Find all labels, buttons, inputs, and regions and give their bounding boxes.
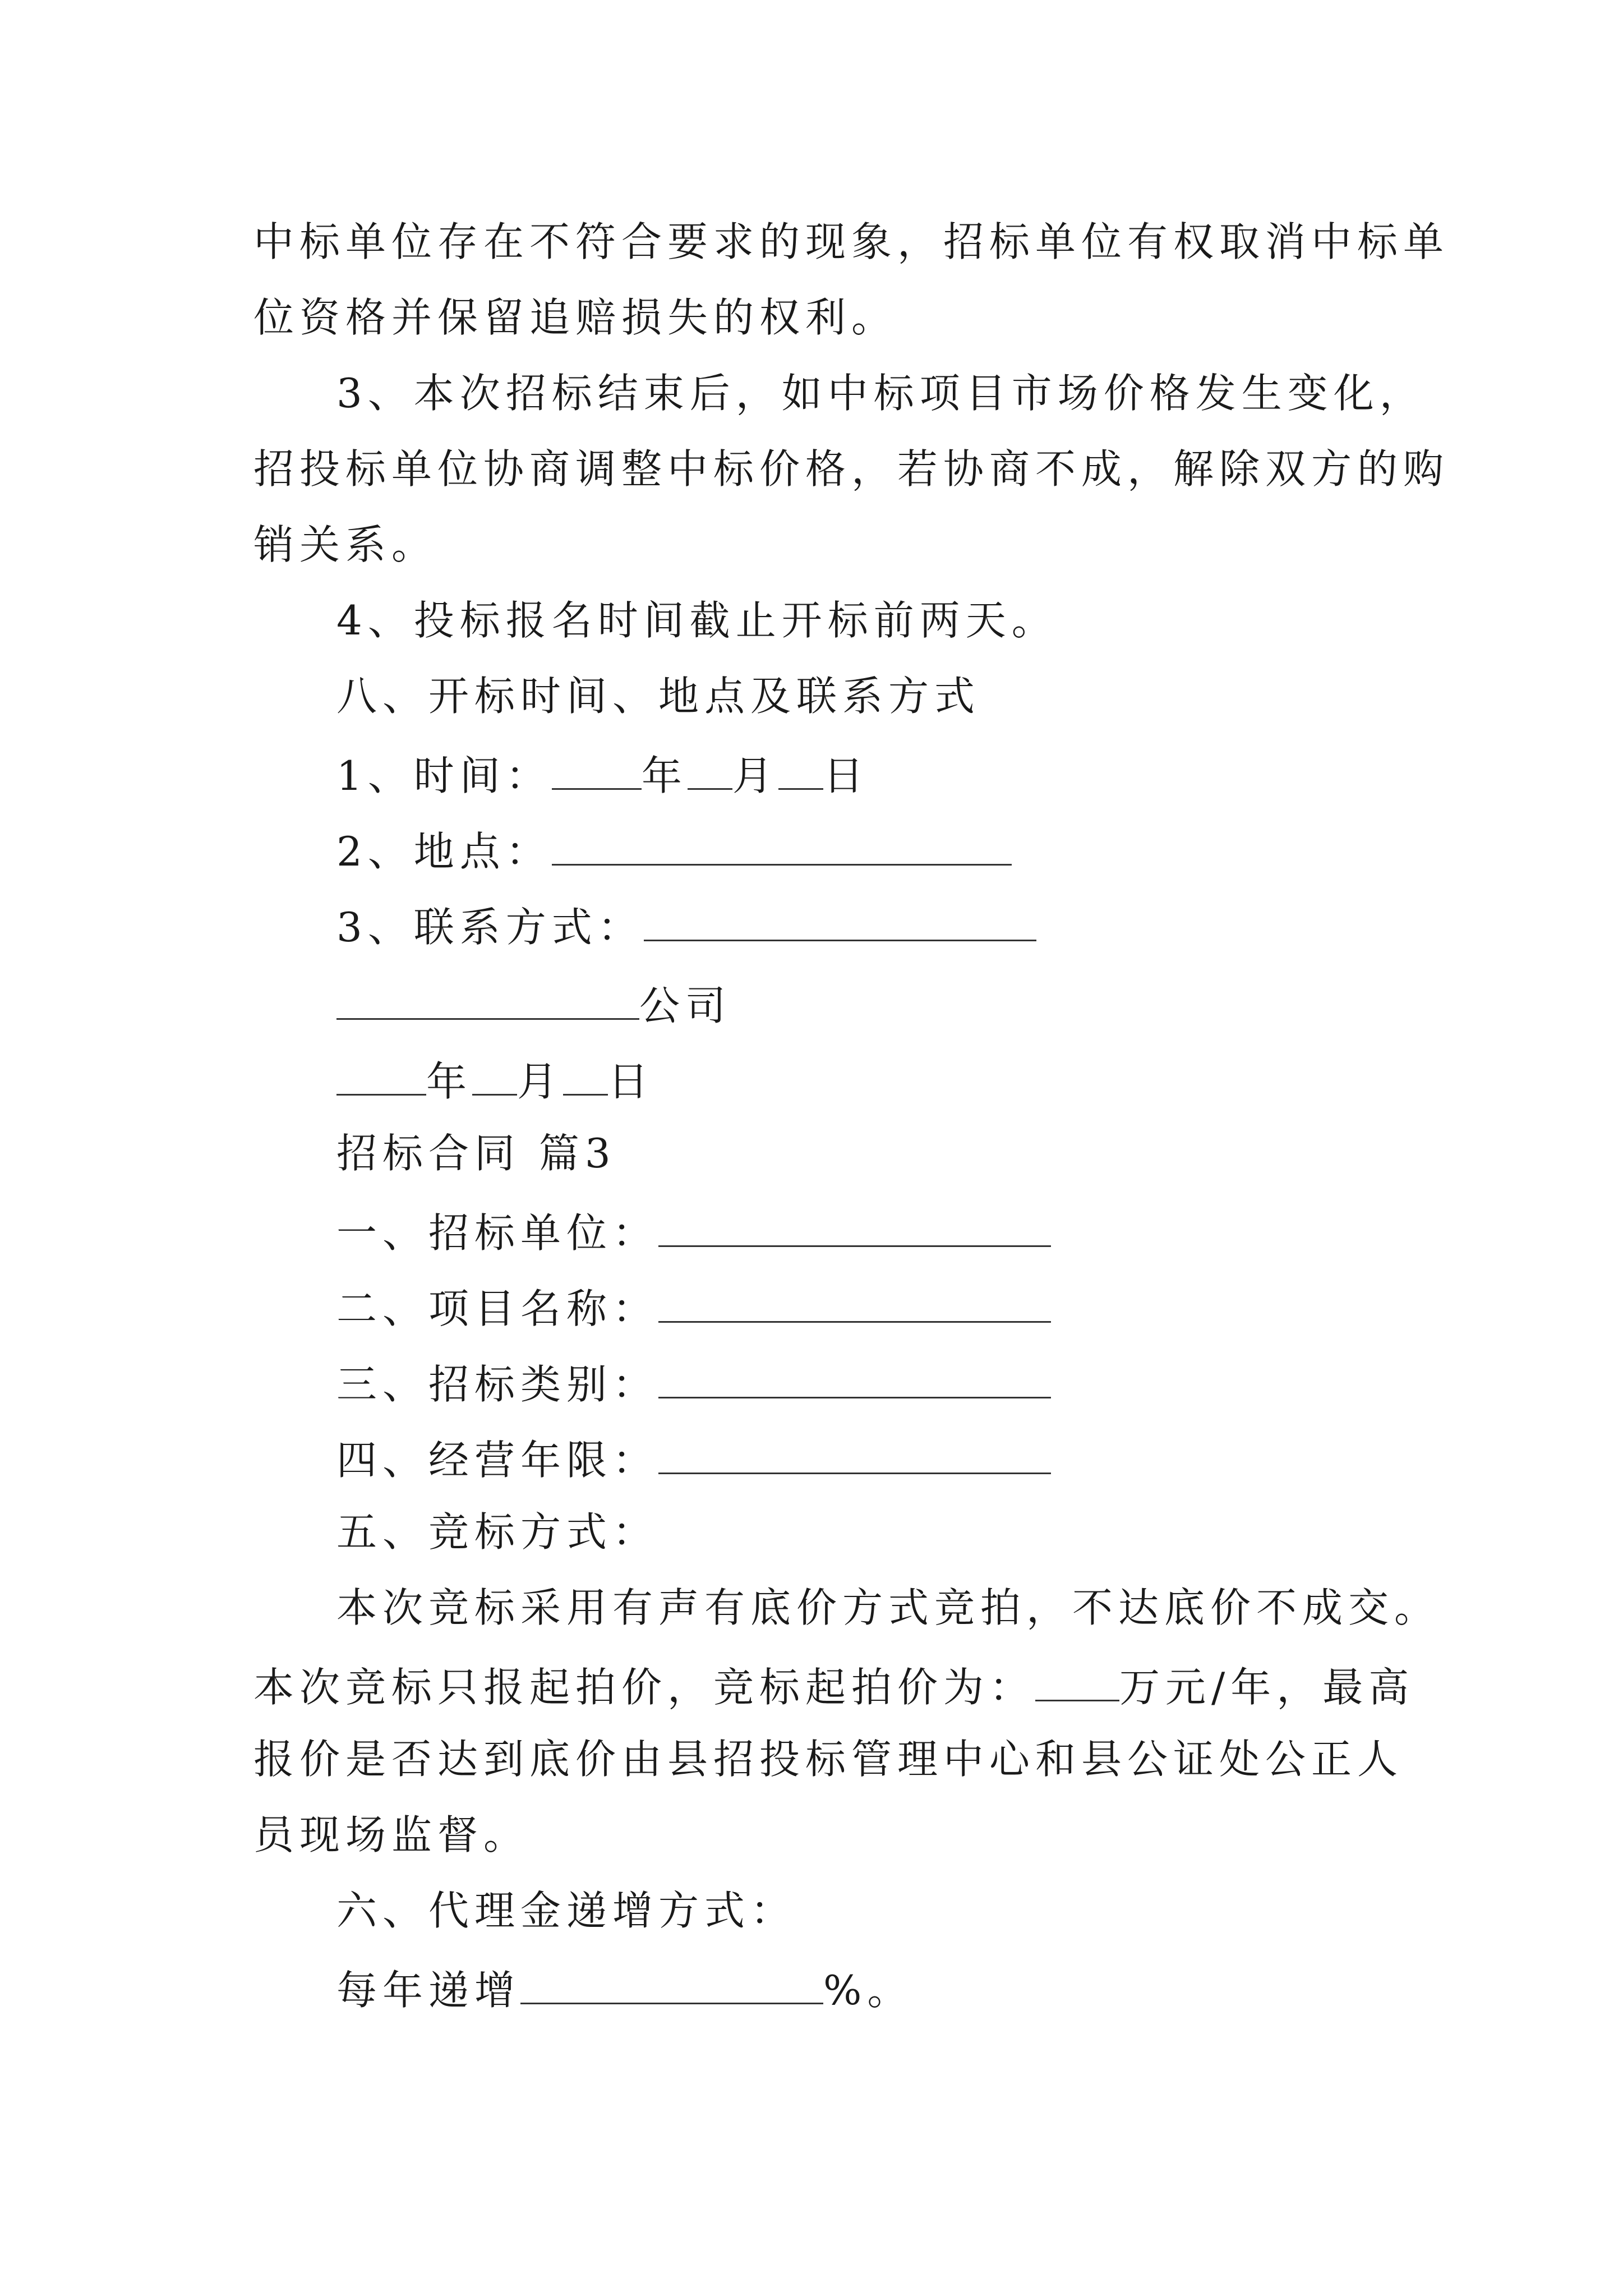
month-blank <box>472 1057 517 1096</box>
section-heading-5: 五、竞标方式： <box>336 1508 659 1556</box>
field-term <box>336 1436 1051 1484</box>
increment-line <box>336 1966 914 2014</box>
day-label: 日 <box>823 752 869 799</box>
field-label: 一、招标单位： <box>336 1209 659 1257</box>
field-blank <box>658 1360 1051 1398</box>
month-blank <box>688 752 732 790</box>
place-line <box>336 827 1012 875</box>
time-line <box>336 752 869 799</box>
increment-blank <box>520 1966 823 2004</box>
field-blank <box>658 1209 1051 1247</box>
place-label: 2、地点： <box>336 827 552 875</box>
company-suffix: 公司 <box>639 982 732 1029</box>
year-blank <box>552 752 642 790</box>
paragraph-line: 员现场监督。 <box>253 1811 530 1858</box>
day-blank <box>563 1057 608 1096</box>
field-project <box>336 1285 1051 1332</box>
place-blank <box>552 827 1012 866</box>
year-label: 年 <box>426 1057 473 1105</box>
clause-3: 3、本次招标结束后，如中标项目市场价格发生变化， <box>336 370 1426 417</box>
field-label: 四、经营年限： <box>336 1436 659 1484</box>
paragraph-line: 本次竞标采用有声有底价方式竞拍，不达底价不成交。 <box>336 1584 1441 1631</box>
year-label: 年 <box>641 752 688 799</box>
time-label: 1、时间： <box>336 752 552 799</box>
price-text-after: 万元/年，最高 <box>1119 1663 1415 1711</box>
increment-suffix: %。 <box>823 1966 914 2014</box>
paragraph-line: 中标单位存在不符合要求的现象，招标单位有权取消中标单 <box>253 218 1450 265</box>
company-blank <box>336 982 639 1020</box>
field-blank <box>658 1285 1051 1323</box>
company-line <box>336 982 732 1029</box>
day-blank <box>778 752 823 790</box>
paragraph-line: 报价是否达到底价由县招投标管理中心和县公证处公正人 <box>253 1736 1404 1783</box>
field-blank <box>658 1436 1051 1474</box>
field-label: 二、项目名称： <box>336 1285 659 1332</box>
price-text-before: 本次竞标只报起拍价，竞标起拍价为： <box>253 1663 1036 1711</box>
month-label: 月 <box>517 1057 564 1105</box>
paragraph-line <box>253 1663 1415 1711</box>
increment-prefix: 每年递增 <box>336 1966 521 2014</box>
paragraph-line: 招投标单位协商调整中标价格，若协商不成，解除双方的购 <box>253 445 1450 493</box>
field-category <box>336 1360 1051 1408</box>
field-unit <box>336 1209 1051 1257</box>
section-3-title: 招标合同 篇3 <box>336 1130 616 1177</box>
month-label: 月 <box>732 752 778 799</box>
section-heading-6: 六、代理金递增方式： <box>336 1887 797 1934</box>
contact-label: 3、联系方式： <box>336 903 644 951</box>
year-blank <box>336 1057 426 1096</box>
field-label: 三、招标类别： <box>336 1360 659 1408</box>
contact-line <box>336 903 1036 951</box>
contact-blank <box>644 903 1036 941</box>
price-blank <box>1035 1663 1119 1701</box>
date-line <box>336 1057 654 1105</box>
section-heading-8: 八、开标时间、地点及联系方式 <box>336 673 981 720</box>
paragraph-line: 销关系。 <box>253 521 438 568</box>
paragraph-line: 位资格并保留追赔损失的权利。 <box>253 294 898 341</box>
clause-4: 4、投标报名时间截止开标前两天。 <box>336 597 1058 644</box>
day-label: 日 <box>608 1057 654 1105</box>
